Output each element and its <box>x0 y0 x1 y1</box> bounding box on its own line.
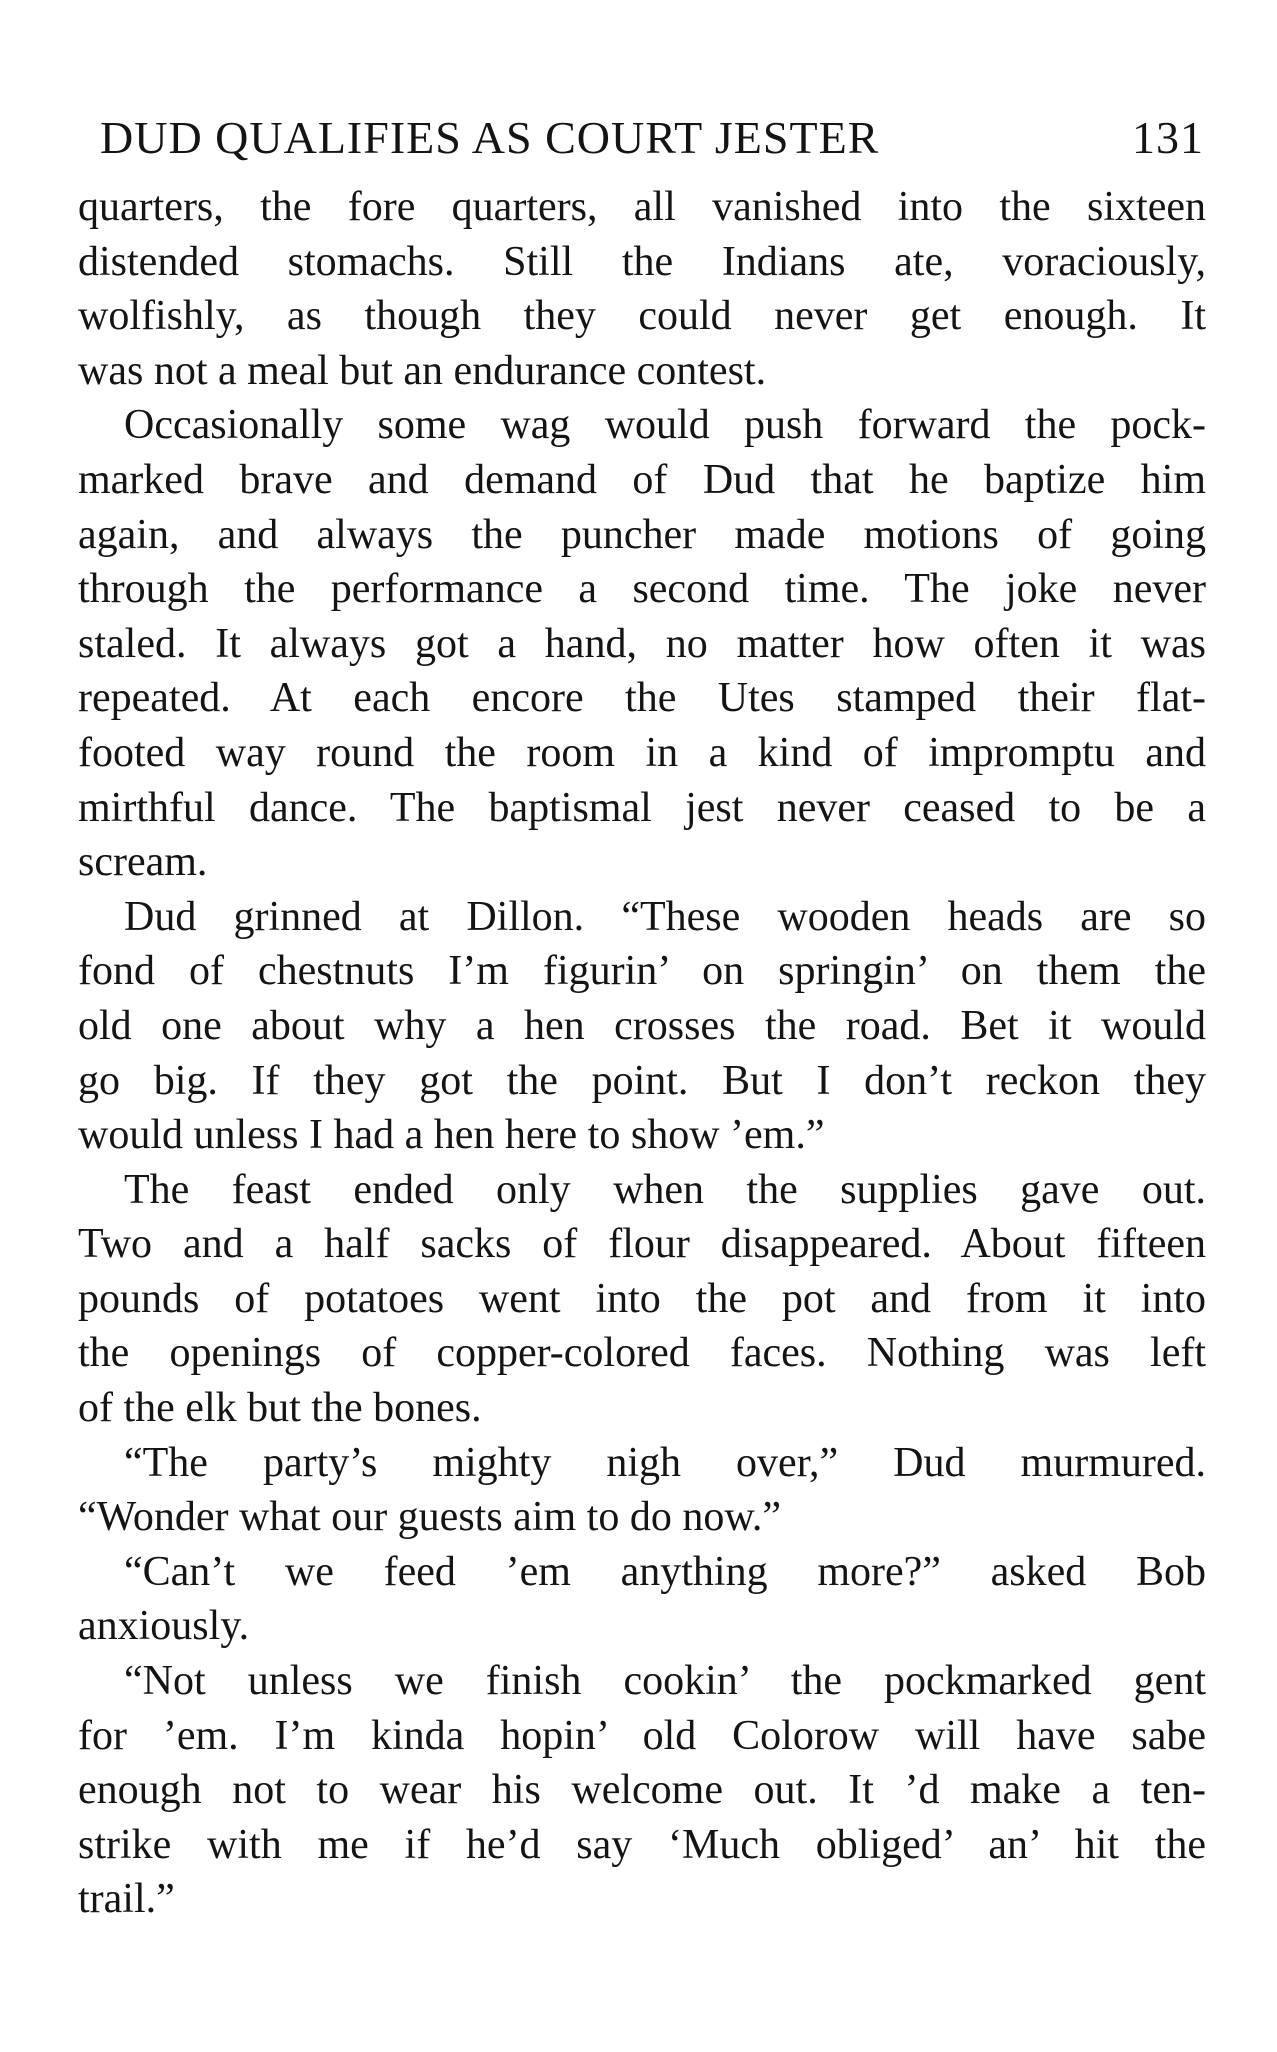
text-line: enough not to wear his welcome out. It ’d make a ten- <box>78 1767 1206 1814</box>
text-line: again, and always the puncher made motions of going <box>78 511 1206 558</box>
running-head <box>78 108 1206 168</box>
text-line: of the elk but the bones. <box>78 1385 482 1432</box>
chapter-title: DUD QUALIFIES AS COURT JESTER <box>100 112 880 163</box>
text-line: was not a meal but an endurance contest. <box>78 347 767 394</box>
text-line: “Not unless we finish cookin’ the pockmarked gent <box>124 1658 1206 1705</box>
text-line: pounds of potatoes went into the pot and from it into <box>78 1275 1206 1322</box>
text-line: wolfishly, as though they could never get enough. It <box>78 293 1206 340</box>
text-line: strike with me if he’d say ‘Much obliged’ an’ hit the <box>78 1821 1206 1868</box>
text-line: The feast ended only when the supplies gave out. <box>124 1166 1206 1213</box>
text-line: quarters, the fore quarters, all vanished into the sixteen <box>78 184 1206 230</box>
body-text <box>78 180 1206 1927</box>
text-line: mirthful dance. The baptismal jest never ceased to be a <box>78 784 1206 831</box>
text-line: for ’em. I’m kinda hopin’ old Colorow will have sabe <box>78 1712 1206 1759</box>
text-line: Two and a half sacks of flour disappeared. About fifteen <box>78 1221 1206 1268</box>
text-line: through the performance a second time. The joke never <box>78 566 1206 613</box>
text-line: old one about why a hen crosses the road. Bet it would <box>78 1002 1206 1049</box>
text-line: go big. If they got the point. But I don’t reckon they <box>78 1057 1206 1104</box>
text-line: fond of chestnuts I’m figurin’ on springin’ on them the <box>78 948 1206 995</box>
text-line: would unless I had a hen here to show ’em.” <box>78 1112 825 1159</box>
text-line: staled. It always got a hand, no matter how often it was <box>78 620 1206 667</box>
text-line: the openings of copper-colored faces. Nothing was left <box>78 1330 1206 1377</box>
page-number: 131 <box>1132 112 1204 163</box>
text-line: anxiously. <box>78 1603 250 1650</box>
text-line: repeated. At each encore the Utes stamped their flat- <box>78 675 1206 722</box>
text-line: marked brave and demand of Dud that he baptize him <box>78 456 1206 503</box>
text-line: footed way round the room in a kind of impromptu and <box>78 729 1206 776</box>
text-line: distended stomachs. Still the Indians ate, voraciously, <box>78 238 1206 285</box>
book-page <box>78 108 1206 1927</box>
text-line: scream. <box>78 839 208 886</box>
text-line: “The party’s mighty nigh over,” Dud murmured. <box>124 1439 1206 1486</box>
text-line: Dud grinned at Dillon. “These wooden heads are so <box>124 893 1206 940</box>
text-line: trail.” <box>78 1876 175 1923</box>
text-line: “Can’t we feed ’em anything more?” asked Bob <box>124 1548 1206 1595</box>
text-line: “Wonder what our guests aim to do now.” <box>78 1494 782 1541</box>
text-line: Occasionally some wag would push forward the pock- <box>124 402 1206 449</box>
